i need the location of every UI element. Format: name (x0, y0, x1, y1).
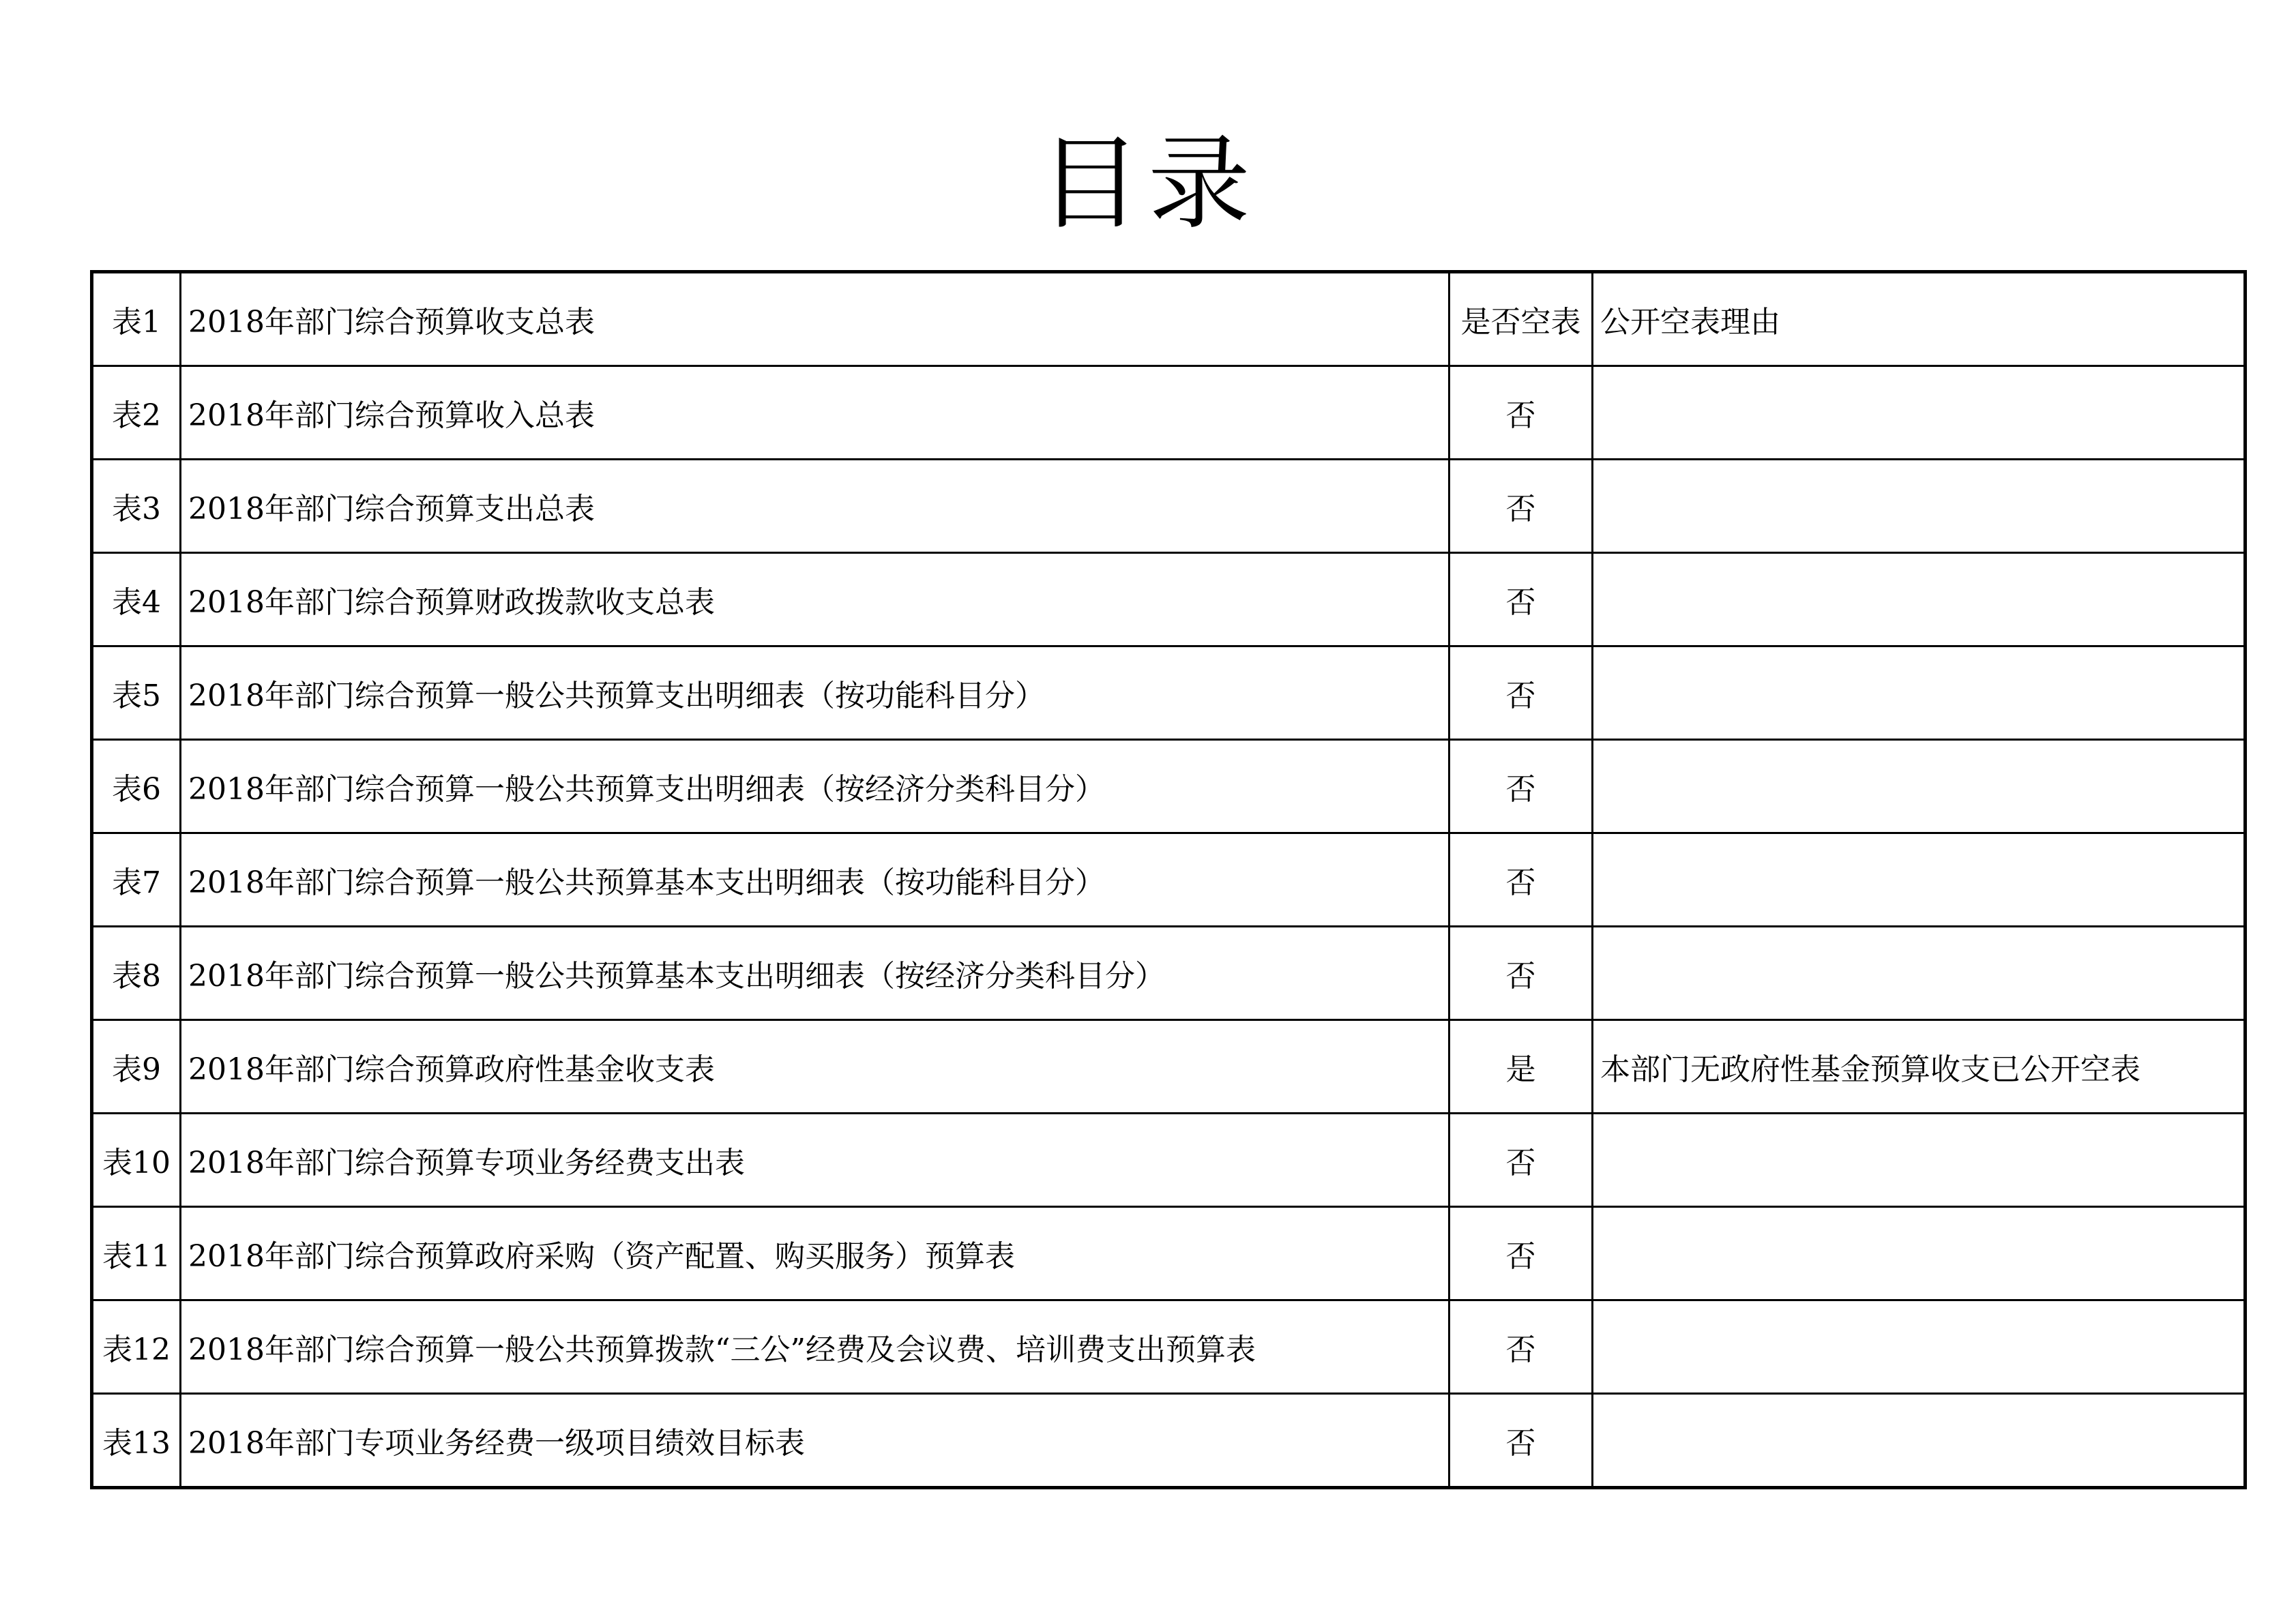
table-row (92, 740, 2246, 833)
table-row (92, 646, 2246, 740)
empty-reason-cell (1593, 366, 2246, 460)
is-empty-header: 是否空表 (1449, 272, 1593, 366)
table-name-cell: 2018年部门综合预算一般公共预算拨款“三公”经费及会议费、培训费支出预算表 (181, 1300, 1449, 1394)
table-number-cell: 表5 (92, 646, 181, 740)
table-header-row (92, 272, 2246, 366)
table-name-cell: 2018年部门综合预算收支总表 (181, 272, 1449, 366)
table-row (92, 1207, 2246, 1300)
empty-reason-cell (1593, 740, 2246, 833)
empty-reason-cell (1593, 1207, 2246, 1300)
is-empty-cell: 否 (1449, 740, 1593, 833)
empty-reason-cell (1593, 1114, 2246, 1207)
is-empty-cell: 否 (1449, 366, 1593, 460)
is-empty-cell: 否 (1449, 833, 1593, 927)
table-row (92, 366, 2246, 460)
table-row (92, 833, 2246, 927)
table-row (92, 553, 2246, 646)
table-number-cell: 表4 (92, 553, 181, 646)
toc-body (92, 272, 2246, 1488)
table-row (92, 460, 2246, 553)
table-number-cell: 表1 (92, 272, 181, 366)
table-number-cell: 表8 (92, 927, 181, 1020)
is-empty-cell: 否 (1449, 460, 1593, 553)
empty-reason-header: 公开空表理由 (1593, 272, 2246, 366)
is-empty-cell: 否 (1449, 1114, 1593, 1207)
table-name-cell: 2018年部门综合预算财政拨款收支总表 (181, 553, 1449, 646)
empty-reason-cell (1593, 927, 2246, 1020)
is-empty-cell: 否 (1449, 646, 1593, 740)
table-name-cell: 2018年部门专项业务经费一级项目绩效目标表 (181, 1394, 1449, 1488)
table-number-cell: 表2 (92, 366, 181, 460)
is-empty-cell: 否 (1449, 1300, 1593, 1394)
is-empty-cell: 否 (1449, 1394, 1593, 1488)
table-name-cell: 2018年部门综合预算支出总表 (181, 460, 1449, 553)
table-row (92, 1020, 2246, 1114)
empty-reason-cell (1593, 553, 2246, 646)
table-name-cell: 2018年部门综合预算一般公共预算基本支出明细表（按功能科目分） (181, 833, 1449, 927)
empty-reason-cell: 本部门无政府性基金预算收支已公开空表 (1593, 1020, 2246, 1114)
table-row (92, 927, 2246, 1020)
table-number-cell: 表13 (92, 1394, 181, 1488)
empty-reason-cell (1593, 833, 2246, 927)
table-number-cell: 表9 (92, 1020, 181, 1114)
table-name-cell: 2018年部门综合预算政府性基金收支表 (181, 1020, 1449, 1114)
is-empty-cell: 否 (1449, 1207, 1593, 1300)
page-title: 目录 (1038, 125, 1257, 243)
table-name-cell: 2018年部门综合预算一般公共预算支出明细表（按功能科目分） (181, 646, 1449, 740)
is-empty-cell: 否 (1449, 927, 1593, 1020)
table-row (92, 1300, 2246, 1394)
table-name-cell: 2018年部门综合预算政府采购（资产配置、购买服务）预算表 (181, 1207, 1449, 1300)
table-number-cell: 表12 (92, 1300, 181, 1394)
toc-table (90, 270, 2247, 1489)
table-name-cell: 2018年部门综合预算一般公共预算支出明细表（按经济分类科目分） (181, 740, 1449, 833)
is-empty-cell: 是 (1449, 1020, 1593, 1114)
empty-reason-cell (1593, 1300, 2246, 1394)
table-row (92, 1114, 2246, 1207)
table-name-cell: 2018年部门综合预算专项业务经费支出表 (181, 1114, 1449, 1207)
empty-reason-cell (1593, 460, 2246, 553)
table-name-cell: 2018年部门综合预算收入总表 (181, 366, 1449, 460)
table-number-cell: 表10 (92, 1114, 181, 1207)
table-number-cell: 表3 (92, 460, 181, 553)
table-name-cell: 2018年部门综合预算一般公共预算基本支出明细表（按经济分类科目分） (181, 927, 1449, 1020)
table-row (92, 1394, 2246, 1488)
table-number-cell: 表11 (92, 1207, 181, 1300)
empty-reason-cell (1593, 1394, 2246, 1488)
empty-reason-cell (1593, 646, 2246, 740)
is-empty-cell: 否 (1449, 553, 1593, 646)
table-number-cell: 表6 (92, 740, 181, 833)
table-number-cell: 表7 (92, 833, 181, 927)
